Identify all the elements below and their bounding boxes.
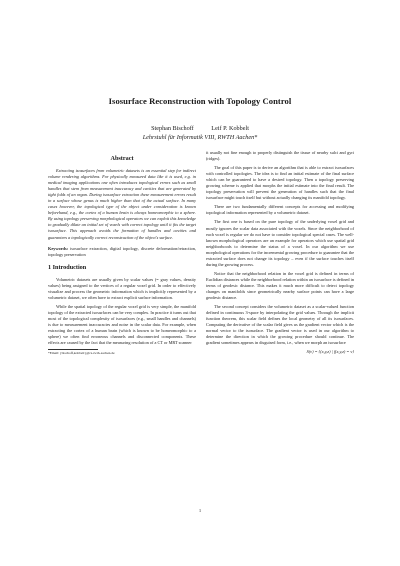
body-paragraph: There are two fundamentally different concepts for accessing and modifying topological information represented by a volumetric dataset. <box>206 204 354 216</box>
page-number: 1 <box>198 508 202 513</box>
body-paragraph: The goal of this paper is to derive an algorithm that is able to extract isosurfaces with controlled topologies. The idea is to find an initial estimate of the final surface which can be guaranteed to have a desired topology. Then a topology preserving growing scheme is applied that morphs the initial estimate into the final result. The topology preservation will prevent the generation of handles such that the final isosurface might touch itself but without actually changing its manifold topology. <box>206 165 354 201</box>
author-list <box>0 125 400 132</box>
paper-title: Isosurface Reconstruction with Topology Control <box>108 96 292 106</box>
section-heading-introduction: 1 Introduction <box>48 263 87 271</box>
right-column <box>206 150 354 358</box>
keywords <box>48 246 196 258</box>
body-paragraph: it usually not fine enough to properly distinguish the tissue of nearby sulci and gyri (ridges). <box>206 150 354 162</box>
footnote: *Email: {bischoff,kobbelt}@cs.rwth-aachen.de <box>48 351 115 356</box>
keywords-label: Keywords: <box>48 245 69 251</box>
body-paragraph: Notice that the neighborhood relation in the voxel grid is defined in terms of Euclidian distances while the neighborhood relation within an isosurface is defined in terms of geodesic distance. This makes it much more difficult to detect topology changes on manifolds since geometrically nearby surface points can have a large geodesic distance. <box>206 270 354 301</box>
intro-paragraph: Volumetric datasets are usually given by scalar values (= gray values, density values) being assigned to the vertices of a regular voxel grid. In order to effectively visualize and process the geometric information which is implicitly represented by a volumetric dataset, we often have to extract explicit surface information. <box>48 276 196 300</box>
body-paragraph: The second concept considers the volumetric dataset as a scalar-valued function defined in continuous 3-space by interpolating the grid values. Through the implicit function theorem, this scalar field defines the local geometry of all its isosurfaces. Computing the derivative of the scalar field gives us the gradient vector which is the normal vector to the isosurface. The gradient vector is used in our algorithm to determine the direction in which the growing procedure should continue. The gradient sometimes appears in disguised form, i.e., when we morph an isosurface <box>206 304 354 346</box>
left-column <box>48 155 196 359</box>
body-paragraph: The first one is based on the pure topology of the underlying voxel grid and mostly ignores the scalar data associated with the voxels. Since the neighborhood of each voxel is regular we do not have to consider topological special cases. The well-known morphological operators are an example for operators which use spatial grid neighborhoods to determine the status of a voxel. In our algorithm we use morphological operations for the incremental growing procedure to guarantee that the extracted surface does not change its topology – even if the surface touches itself during the growing process. <box>206 219 354 267</box>
author-name: Leif P. Kobbelt <box>211 125 249 132</box>
affiliation: Lehrstuhl für Informatik VIII, RWTH Aachen* <box>142 134 258 141</box>
author-name: Stephan Bischoff <box>151 125 194 132</box>
abstract-heading: Abstract <box>110 155 134 162</box>
abstract-text: Extracting isosurfaces from volumetric datasets is an essential step for indirect volume rendering algorithms. For physically measured data like it is used, e.g. in medical imaging applications one often introduces topological errors such as small handles that stem from measurement inaccuracy and cavities that are generated by tight folds of an organ. During isosurface extraction these measurement errors result in a surface whose genus is much higher than that of the actual surface. In many cases however, the topological type of the object under consideration is known beforehand, e.g., the cortex of a human brain is always homeomorphic to a sphere. By using topology preserving morphological operators we can exploit this knowledge to gradually dilate an initial set of voxels with correct topology until it fits the target isosurface. This approach avoids the formation of handles and cavities and guarantees a topologically correct reconstruction of the object's surface. <box>48 168 196 240</box>
intro-paragraph: While the spatial topology of the regular voxel grid is very simple, the manifold topology of the extracted isosurfaces can be very complex. In practice it turns out that most of the topological complexity of isosurfaces (e.g., small handles and channels) is due to measurement inaccuracies and noise in the scalar data. For example, when extracting the cortex of a human brain (which is known to be homeomorphic to a sphere) we often find erroneous channels and disconnected components. These effects are caused by the fact that the measuring resolution of a CT or MRT scanner <box>48 303 196 346</box>
footnote-rule <box>48 349 98 350</box>
equation: S(v) = {(x,y,z) | f(x,y,z) = v} <box>306 349 354 355</box>
keywords-text: isosurface extraction, digital topology, discrete deformation/retraction, topology preservation <box>48 245 197 257</box>
